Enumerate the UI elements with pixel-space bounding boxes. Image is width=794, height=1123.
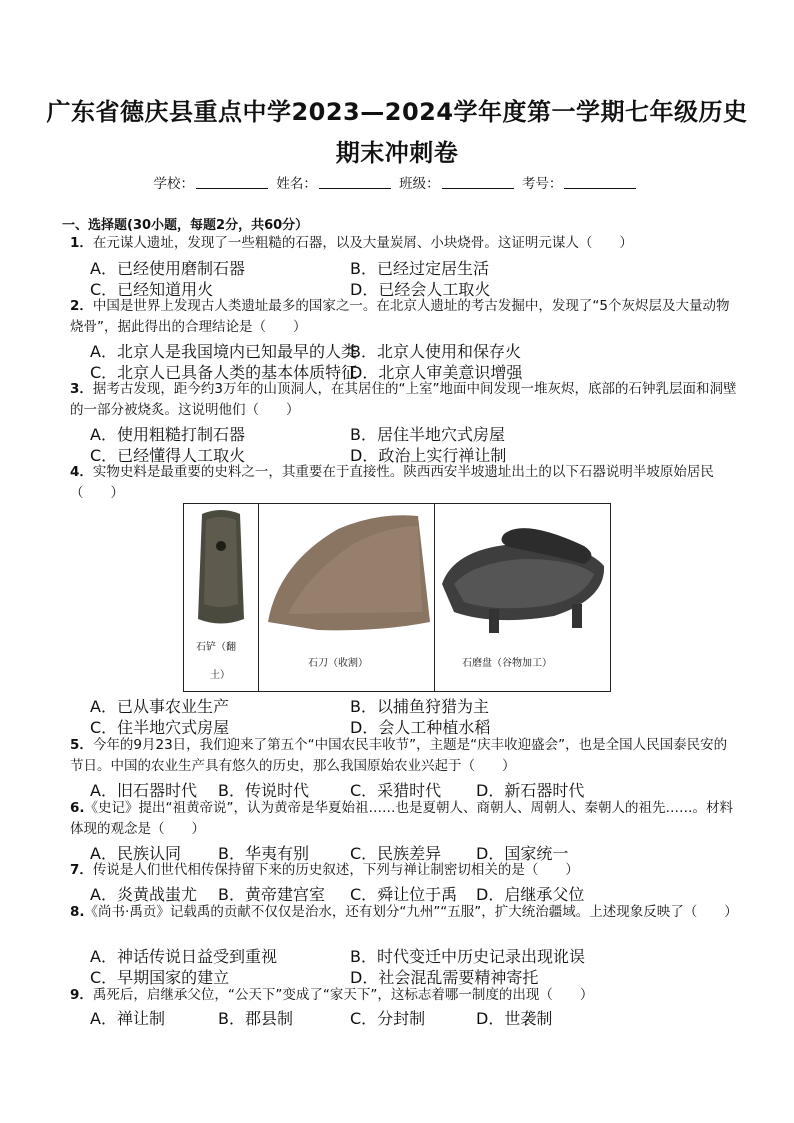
q2-option-b[interactable]: B．北京人使用和保存火: [350, 342, 521, 361]
q9-option-c[interactable]: C．分封制: [350, 1009, 426, 1028]
caption-shovel-2: 土）: [210, 670, 230, 681]
grinding-stone-image: [434, 504, 610, 649]
q7-option-a[interactable]: A．炎黄战蚩尤: [90, 885, 197, 904]
q8-option-d[interactable]: D．社会混乱需要精神寄托: [350, 968, 539, 987]
caption-knife: 石刀（收割）: [308, 658, 368, 669]
q3-option-b[interactable]: B．居住半地穴式房屋: [350, 425, 505, 444]
q6-option-b[interactable]: B．华夷有别: [218, 844, 309, 863]
exam-no-label: 考号：: [521, 176, 563, 192]
question-9: [70, 985, 738, 1006]
section-heading: 一、选择题(30小题，每题2分，共60分）: [62, 218, 309, 233]
school-blank[interactable]: [196, 176, 268, 189]
question-number: 3．: [70, 381, 93, 397]
q5-option-c[interactable]: C．采猎时代: [350, 781, 442, 800]
school-label: 学校：: [153, 176, 195, 192]
q4-option-b[interactable]: B．以捕鱼狩猎为主: [350, 697, 489, 716]
question-stem: 中国是世界上发现古人类遗址最多的国家之一。在北京人遗址的考古发掘中，发现了“5个灰烬层及大量动物烧骨”，据此得出的合理结论是（ ）: [70, 298, 730, 335]
q8-option-c[interactable]: C．早期国家的建立: [90, 968, 230, 987]
q7-option-c[interactable]: C．舜让位于禹: [350, 885, 458, 904]
q2-option-a[interactable]: A．北京人是我国境内已知最早的人类: [90, 342, 357, 361]
question-8: [70, 902, 738, 923]
q6-option-c[interactable]: C．民族差异: [350, 844, 442, 863]
question-number: 5．: [70, 737, 93, 753]
question-stem: 在元谋人遗址，发现了一些粗糙的石器，以及大量炭屑、小块烧骨。这证明元谋人（ ）: [92, 235, 633, 251]
question-number: 6.: [70, 800, 85, 816]
stone-knife-cell: [258, 504, 435, 691]
question-4: [70, 462, 738, 504]
q7-option-d[interactable]: D．启继承父位: [476, 885, 585, 904]
student-info-line: [0, 172, 794, 192]
q3-option-d[interactable]: D．政治上实行禅让制: [350, 446, 507, 465]
q9-option-b[interactable]: B．郡县制: [218, 1009, 293, 1028]
q1-option-b[interactable]: B．已经过定居生活: [350, 259, 489, 278]
q1-option-c[interactable]: C．已经知道用火: [90, 280, 214, 299]
question-stem: 禹死后，启继承父位，“公天下”变成了“家天下”，这标志着哪一制度的出现（ ）: [92, 987, 594, 1003]
exam-title-line2: 期末冲刺卷: [335, 139, 459, 167]
q4-option-c[interactable]: C．住半地穴式房屋: [90, 718, 230, 737]
grinding-stone-cell: [434, 504, 610, 691]
question-stem: 《尚书·禹贡》记载禹的贡献不仅仅是治水，还有划分“九州”“五服”，扩大统治疆域。上述现象反映了（ ）: [84, 904, 738, 920]
q4-option-a[interactable]: A．已从事农业生产: [90, 697, 229, 716]
q2-option-d[interactable]: D．北京人审美意识增强: [350, 363, 523, 382]
question-6: [70, 798, 738, 840]
question-stem: 传说是人们世代相传保持留下来的历史叙述，下列与禅让制密切相关的是（ ）: [92, 862, 579, 878]
q1-option-a[interactable]: A．已经使用磨制石器: [90, 259, 245, 278]
question-number: 9．: [70, 987, 93, 1003]
q2-option-c[interactable]: C．北京人已具备人类的基本体质特征: [90, 363, 358, 382]
q9-option-a[interactable]: A．禅让制: [90, 1009, 165, 1028]
name-label: 姓名：: [276, 176, 317, 192]
q5-option-b[interactable]: B．传说时代: [218, 781, 309, 800]
q6-option-a[interactable]: A．民族认同: [90, 844, 181, 863]
q9-option-d[interactable]: D．世袭制: [476, 1009, 553, 1028]
caption-shovel-1: 石铲（翻: [196, 642, 236, 653]
question-number: 7．: [70, 862, 93, 878]
q3-option-a[interactable]: A．使用粗糙打制石器: [90, 425, 245, 444]
q3-option-c[interactable]: C．已经懂得人工取火: [90, 446, 246, 465]
q4-option-d[interactable]: D．会人工种植水稻: [350, 718, 491, 737]
question-stem: 据考古发现，距今约3万年的山顶洞人，在其居住的“上室”地面中间发现一堆灰烬，底部的石钟乳层面和洞壁的一部分被烧炙。这说明他们（ ）: [70, 381, 737, 418]
q6-option-d[interactable]: D．国家统一: [476, 844, 569, 863]
q7-option-b[interactable]: B．黄帝建宫室: [218, 885, 325, 904]
class-label: 班级：: [399, 176, 440, 192]
stone-knife-image: [258, 504, 434, 644]
stone-shovel-cell: [184, 504, 259, 691]
class-blank[interactable]: [442, 176, 514, 189]
question-5: [70, 735, 738, 777]
question-stem: 《史记》提出“祖黄帝说”，认为黄帝是华夏始祖……也是夏朝人、商朝人、周朝人、秦朝人的祖先……。材料体现的观念是（ ）: [70, 800, 734, 837]
q8-option-b[interactable]: B．时代变迁中历史记录出现讹误: [350, 947, 585, 966]
question-stem: 实物史料是最重要的史料之一，其重要在于直接性。陕西西安半坡遗址出土的以下石器说明半坡原始居民（ ）: [70, 464, 714, 501]
stone-shovel-image: [184, 504, 258, 634]
q5-option-d[interactable]: D．新石器时代: [476, 781, 585, 800]
question-number: 2．: [70, 298, 93, 314]
question-2: [70, 296, 738, 338]
q5-option-a[interactable]: A．旧石器时代: [90, 781, 197, 800]
exam-no-blank[interactable]: [564, 176, 636, 189]
name-blank[interactable]: [319, 176, 391, 189]
question-number: 1．: [70, 235, 93, 251]
question-number: 8.: [70, 904, 85, 920]
question-1: [70, 233, 738, 254]
q1-option-d[interactable]: D．已经会人工取火: [350, 280, 491, 299]
question-7: [70, 860, 738, 881]
question-number: 4．: [70, 464, 93, 480]
stone-tools-figure: [183, 503, 611, 692]
question-3: [70, 379, 738, 421]
question-stem: 今年的9月23日，我们迎来了第五个“中国农民丰收节”，主题是“庆丰收迎盛会”，也是全国人民国泰民安的节日。中国的农业生产具有悠久的历史，那么我国原始农业兴起于（ ）: [70, 737, 728, 774]
caption-grinding: 石磨盘（谷物加工）: [462, 658, 552, 669]
exam-title-line1: 广东省德庆县重点中学2023—2024学年度第一学期七年级历史: [46, 98, 748, 126]
q8-option-a[interactable]: A．神话传说日益受到重视: [90, 947, 277, 966]
